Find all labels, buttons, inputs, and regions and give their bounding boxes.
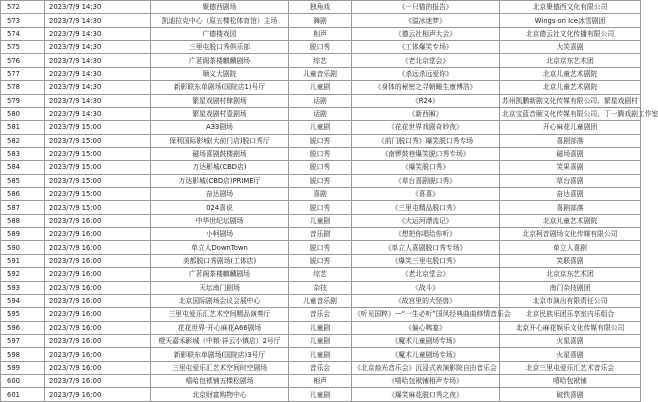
cell-show-datetime: 2023/7/9 14:30 [45,27,151,40]
cell-row-number: 592 [1,268,45,281]
cell-genre: 儿童剧 [289,321,352,334]
cell-row-number: 583 [1,147,45,160]
table-row [1,81,641,94]
cell-row-number: 586 [1,188,45,201]
cell-row-number: 590 [1,241,45,254]
cell-organizer: 北京开心麻花娱乐文化传媒有限公司 [500,321,641,334]
table-row [1,214,641,227]
cell-venue: 嘻哈包袱铺五棵松剧场 [151,375,289,388]
cell-show-title: 《南锣鼓巷爆笑脱口秀专场》 [352,147,500,160]
cell-show-title: 《故宫里的大怪兽》 [352,294,500,307]
table-row [1,41,641,54]
table-row [1,121,641,134]
table-row [1,14,641,27]
cell-row-number: 594 [1,294,45,307]
cell-organizer: 火星喜剧 [500,334,641,347]
cell-show-datetime: 2023/7/9 16:00 [45,228,151,241]
cell-venue: 新影联东单剧场(国院店)3号厅 [151,348,289,361]
cell-genre: 音乐剧 [289,228,352,241]
cell-show-title: 《单立人喜剧脱口秀专场》 [352,241,500,254]
cell-genre: 儿童音乐剧 [289,67,352,80]
cell-show-datetime: 2023/7/9 14:30 [45,54,151,67]
cell-show-title: 《一只猫的报告》 [352,1,500,14]
cell-venue: 奋达剧场 [151,188,289,201]
cell-organizer: 笑联喜剧 [500,254,641,267]
cell-venue: A33剧场 [151,121,289,134]
cell-row-number: 573 [1,14,45,27]
cell-organizer: 火星喜剧 [500,348,641,361]
cell-show-title: 《北京烛光音乐会》沉浸式表演影院自由音乐会 [352,361,500,374]
cell-genre: 脱口秀 [289,161,352,174]
cell-show-datetime: 2023/7/9 14:30 [45,67,151,80]
cell-show-datetime: 2023/7/9 16:00 [45,281,151,294]
cell-organizer: 喜剧部落 [500,134,641,147]
cell-show-title: 《新西厢》 [352,107,500,120]
cell-show-datetime: 2023/7/9 15:00 [45,134,151,147]
cell-row-number: 597 [1,334,45,347]
table-row [1,321,641,334]
cell-venue: 三里屯爱乐汇艺术空间精品演奏厅 [151,308,289,321]
cell-show-title: 《花花世界戏剧奇妙夜》 [352,121,500,134]
cell-venue: 顺义大剧院 [151,67,289,80]
cell-show-datetime: 2023/7/9 15:00 [45,201,151,214]
cell-organizer: 北京聚德西文化有限公司 [500,1,641,14]
cell-venue: 广茗阁茶楼麒麟剧场 [151,54,289,67]
cell-row-number: 578 [1,81,45,94]
cell-show-datetime: 2023/7/9 16:00 [45,214,151,227]
cell-genre: 音乐会 [289,308,352,321]
cell-genre: 儿童剧 [289,334,352,347]
cell-genre: 脱口秀 [289,241,352,254]
table-row [1,107,641,120]
cell-organizer: 北京柯音剧场文化传媒有限公司 [500,228,641,241]
cell-show-datetime: 2023/7/9 16:00 [45,308,151,321]
cell-venue: 保利国际影城(大前门店)脱口秀厅 [151,134,289,147]
cell-show-datetime: 2023/7/9 16:00 [45,388,151,401]
cell-show-datetime: 2023/7/9 16:00 [45,294,151,307]
cell-genre: 儿童剧 [289,81,352,94]
cell-genre: 脱口秀 [289,41,352,54]
cell-venue: 广茗阁茶楼麒麟剧场 [151,268,289,281]
cell-row-number: 601 [1,388,45,401]
cell-organizer: 北京德云社文化传播有限公司 [500,27,641,40]
cell-show-title: 《工体爆笑专场》 [352,41,500,54]
cell-organizer: 破铁喜剧 [500,388,641,401]
cell-row-number: 580 [1,107,45,120]
cell-venue: 万达影城(CBD店) [151,161,289,174]
cell-row-number: 595 [1,308,45,321]
cell-venue: 中华世纪坛剧场 [151,214,289,227]
cell-genre: 舞剧 [289,14,352,27]
cell-show-title: 《爆笑三里屯脱口秀》 [352,254,500,267]
cell-organizer: 北京市演出有限责任公司 [500,294,641,307]
cell-genre: 话剧 [289,107,352,120]
table-row [1,134,641,147]
table-row [1,361,641,374]
cell-show-datetime: 2023/7/9 15:00 [45,174,151,187]
cell-show-title: 《溢冰迷梦》 [352,14,500,27]
cell-venue: 万达影城(CBD店)PRIME厅 [151,174,289,187]
table-row [1,294,641,307]
cell-row-number: 589 [1,228,45,241]
table-row [1,375,641,388]
cell-show-datetime: 2023/7/9 15:00 [45,188,151,201]
cell-show-title: 《战斗》 [352,281,500,294]
table-row [1,348,641,361]
cell-organizer: 嘻哈包袱铺 [500,375,641,388]
cell-venue: 三里屯脱口秀俱乐部 [151,41,289,54]
cell-row-number: 577 [1,67,45,80]
cell-row-number: 593 [1,281,45,294]
cell-genre: 话剧 [289,94,352,107]
table-row [1,254,641,267]
cell-show-title: 《三里屯精品脱口秀》 [352,201,500,214]
table-row [1,334,641,347]
cell-organizer: 北京三里屯爱乐汇艺术音乐会 [500,361,641,374]
cell-genre: 综艺 [289,54,352,67]
cell-genre: 杂技 [289,281,352,294]
cell-row-number: 579 [1,94,45,107]
cell-venue: 广德楼戏园 [151,27,289,40]
cell-venue: 单立人DownTown [151,241,289,254]
cell-organizer: 笑果喜剧 [500,161,641,174]
cell-genre: 喜剧 [289,188,352,201]
cell-show-datetime: 2023/7/9 16:00 [45,321,151,334]
cell-organizer: Wings on Ice冰雪剧团 [500,14,641,27]
cell-genre: 音乐会 [289,361,352,374]
cell-show-datetime: 2023/7/9 14:30 [45,1,151,14]
cell-organizer: 南门杂技剧团 [500,281,641,294]
cell-show-datetime: 2023/7/9 15:00 [45,121,151,134]
cell-show-title: 《老北京堂会》 [352,54,500,67]
table-row [1,281,641,294]
cell-show-datetime: 2023/7/9 15:00 [45,161,151,174]
cell-show-title: 《爆笑麻花脱口秀之夜》 [352,388,500,401]
cell-organizer: 开心麻花儿童剧团 [500,121,641,134]
table-row [1,67,641,80]
cell-row-number: 575 [1,41,45,54]
cell-row-number: 574 [1,27,45,40]
cell-show-datetime: 2023/7/9 14:30 [45,107,151,120]
cell-venue: 聚德西剧场 [151,1,289,14]
cell-organizer: 北京京东艺术团 [500,54,641,67]
cell-genre: 独角戏 [289,1,352,14]
cell-genre: 脱口秀 [289,254,352,267]
cell-organizer: 北京儿童艺术剧院 [500,67,641,80]
table-row [1,228,641,241]
table-row [1,268,641,281]
cell-show-title: 《德云社相声大会》 [352,27,500,40]
cell-genre: 儿童音乐剧 [289,294,352,307]
cell-row-number: 581 [1,121,45,134]
cell-show-datetime: 2023/7/9 15:00 [45,147,151,160]
cell-venue: 小柯剧场 [151,228,289,241]
cell-show-datetime: 2023/7/9 16:00 [45,241,151,254]
cell-show-title: 《爆笑脱口秀》 [352,161,500,174]
cell-genre: 脱口秀 [289,201,352,214]
cell-organizer: 大笑喜剧 [500,41,641,54]
cell-genre: 儿童剧 [289,348,352,361]
cell-row-number: 582 [1,134,45,147]
cell-venue: 北京国际剧场会议会展中心 [151,294,289,307]
cell-show-datetime: 2023/7/9 14:30 [45,94,151,107]
cell-organizer: 奋达喜剧 [500,188,641,201]
cell-venue: 凯迪拉克中心（原五棵松体育馆）主场 [151,14,289,27]
table-row [1,54,641,67]
cell-organizer: 北京儿童艺术剧院 [500,214,641,227]
cell-show-datetime: 2023/7/9 16:00 [45,254,151,267]
cell-show-title: 《喜喜》 [352,188,500,201]
table-row [1,1,641,14]
cell-genre: 综艺 [289,268,352,281]
cell-venue: 繁星戏剧村肆剧场 [151,94,289,107]
cell-venue: 三里屯爱乐汇艺术空间时空剧场 [151,361,289,374]
cell-show-title: 《偏心鸭宴》 [352,321,500,334]
cell-organizer: 单立人喜剧 [500,241,641,254]
cell-row-number: 599 [1,361,45,374]
cell-organizer: 喜剧部落 [500,201,641,214]
cell-row-number: 587 [1,201,45,214]
cell-show-title: 《杀远杀远爱你》 [352,67,500,80]
cell-row-number: 588 [1,214,45,227]
cell-row-number: 600 [1,375,45,388]
cell-venue: 花花世界·开心麻花A66剧场 [151,321,289,334]
cell-genre: 儿童剧 [289,214,352,227]
cell-show-title: 《嘻哈包袱铺相声专场》 [352,375,500,388]
cell-venue: 新影联东单剧场(国院店1)号厅 [151,81,289,94]
cell-show-title: 《R24》 [352,94,500,107]
table-row [1,147,641,160]
cell-venue: 024喜说 [151,201,289,214]
cell-genre: 脱口秀 [289,147,352,160]
cell-show-title: 《身体的秘密之寻朝睡生康博浩》 [352,81,500,94]
cell-row-number: 576 [1,54,45,67]
cell-genre: 脱口秀 [289,174,352,187]
cell-show-datetime: 2023/7/9 14:30 [45,14,151,27]
table-row [1,188,641,201]
cell-venue: 繁星戏剧村壹剧场 [151,107,289,120]
cell-show-datetime: 2023/7/9 16:00 [45,268,151,281]
cell-venue: 橙天嘉禾影城（中粮·祥云小镇店）2号厅 [151,334,289,347]
cell-genre: 脱口秀 [289,134,352,147]
cell-show-datetime: 2023/7/9 16:00 [45,334,151,347]
cell-show-datetime: 2023/7/9 16:00 [45,361,151,374]
cell-show-datetime: 2023/7/9 16:00 [45,375,151,388]
cell-genre: 相声 [289,27,352,40]
cell-organizer: 草台喜剧 [500,174,641,187]
cell-organizer: 苏州凯鹏新剧文化传媒有限公司、繁星戏剧村 [500,94,641,107]
cell-show-datetime: 2023/7/9 14:30 [45,81,151,94]
cell-organizer: 北京民族乐团乐享室内乐组合 [500,308,641,321]
table-row [1,201,641,214]
table-row [1,308,641,321]
cell-organizer: 北京儿童艺术剧院 [500,81,641,94]
cell-venue: 北京财富购物中心 [151,388,289,401]
cell-show-title: 《老北京堂会》 [352,268,500,281]
cell-venue: 磁场喜剧鼓楼剧场 [151,147,289,160]
cell-genre: 儿童剧 [289,121,352,134]
cell-genre: 儿童剧 [289,388,352,401]
cell-show-title: 《听见国粹》—“一生必听”国风经典曲曲修情音乐会 [352,308,500,321]
cell-row-number: 591 [1,254,45,267]
cell-organizer: 北京宝蓝音颐文化传媒有限公司、丁一腾戏剧工作室 [500,107,641,120]
cell-show-title: 《想把你唱给你听》 [352,228,500,241]
cell-row-number: 572 [1,1,45,14]
cell-genre: 相声 [289,375,352,388]
cell-show-title: 《魔术儿童剧场专场》 [352,334,500,347]
table-body [1,1,658,402]
table-row [1,241,641,254]
cell-show-title: 《前门脱口秀》爆笑脱口秀专场 [352,134,500,147]
table-row [1,94,641,107]
cell-show-title: 《大运河漂流记》 [352,214,500,227]
cell-show-datetime: 2023/7/9 16:00 [45,348,151,361]
cell-row-number: 585 [1,174,45,187]
table-row [1,161,641,174]
cell-organizer: 北京京东艺术团 [500,268,641,281]
cell-row-number: 584 [1,161,45,174]
cell-venue: 天坛南门剧场 [151,281,289,294]
cell-venue: 美都脱口秀剧场(工体店) [151,254,289,267]
table-row [1,27,641,40]
cell-show-title: 《魔术儿童剧场专场》 [352,348,500,361]
cell-show-datetime: 2023/7/9 14:30 [45,41,151,54]
cell-organizer: 磁场喜剧 [500,147,641,160]
table-row [1,174,641,187]
cell-row-number: 598 [1,348,45,361]
table-row [1,388,641,401]
cell-row-number: 596 [1,321,45,334]
cell-show-title: 《草台喜剧脱口秀》 [352,174,500,187]
